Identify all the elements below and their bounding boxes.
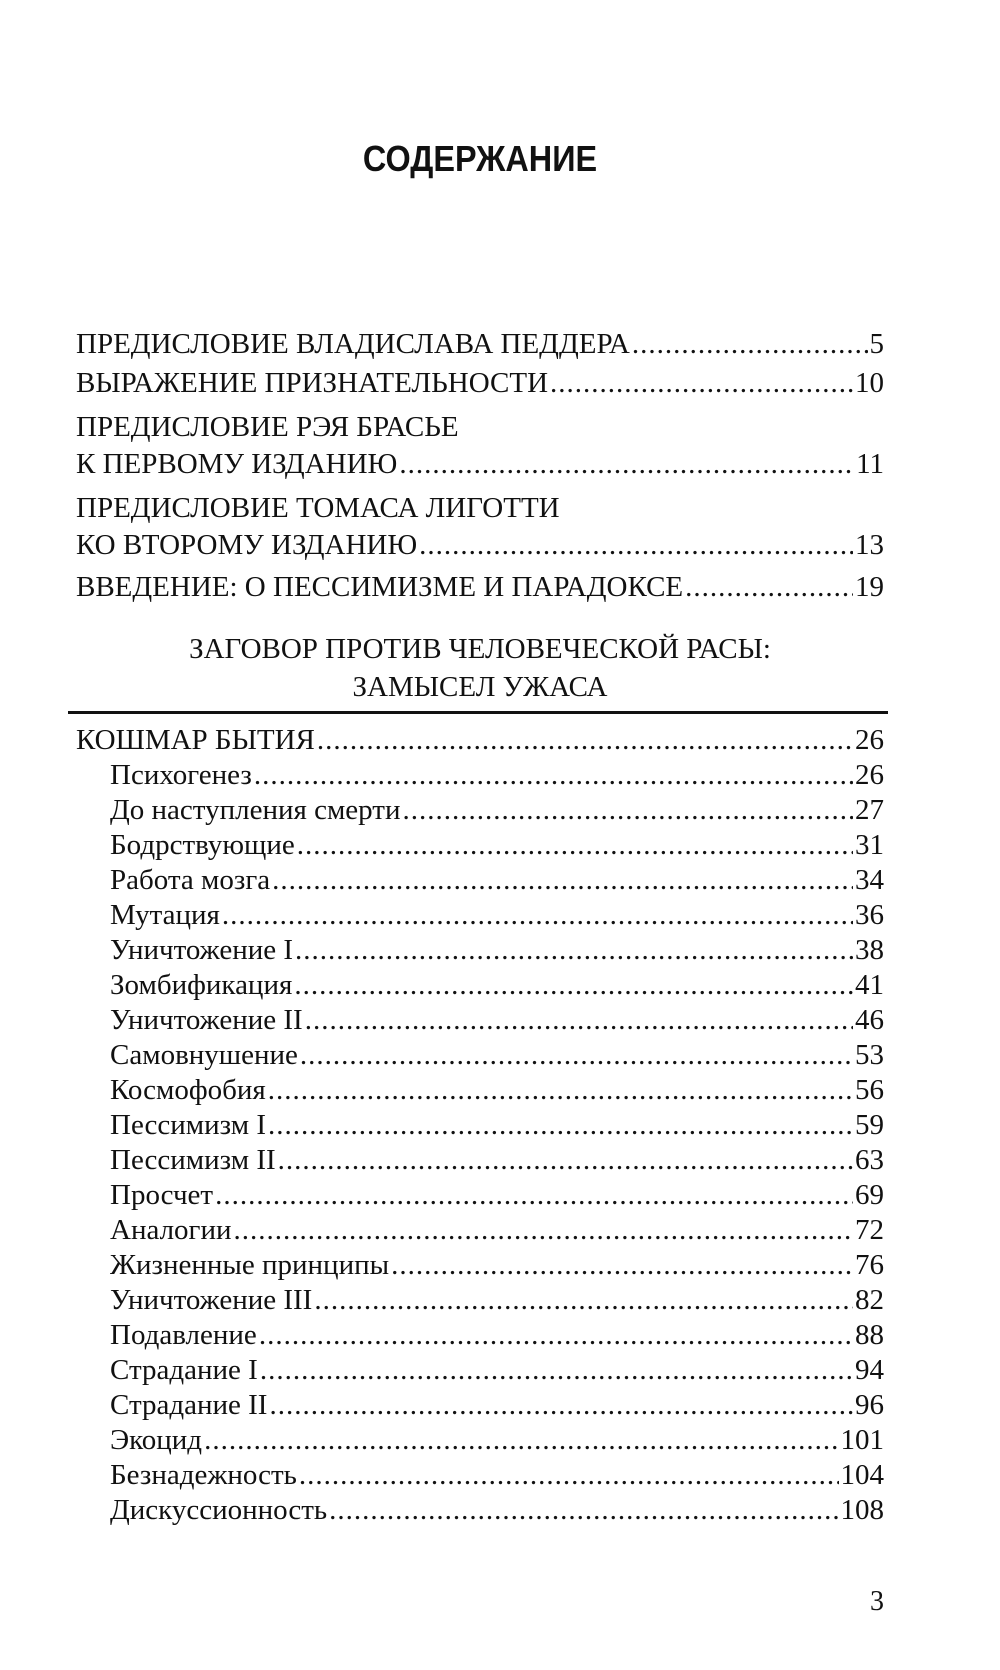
toc-entry[interactable] <box>76 527 884 563</box>
toc-entry-page: 94 <box>855 1354 884 1386</box>
toc-entry-page: 56 <box>855 1074 884 1106</box>
leader-dots <box>254 757 853 793</box>
toc-section[interactable] <box>110 1282 884 1318</box>
leader-dots <box>299 1457 839 1493</box>
leader-dots <box>329 1492 838 1528</box>
toc-entry-title: К ПЕРВОМУ ИЗДАНИЮ <box>76 448 398 480</box>
toc-entry[interactable] <box>76 326 884 362</box>
toc-entry-title: Подавление <box>110 1319 257 1351</box>
toc-section[interactable] <box>110 897 884 933</box>
toc-entry-page: 104 <box>840 1459 884 1491</box>
toc-entry-page: 69 <box>855 1179 884 1211</box>
toc-entry[interactable] <box>76 446 884 482</box>
toc-entry-page: 72 <box>855 1214 884 1246</box>
toc-entry-title-line1: ПРЕДИСЛОВИЕ РЭЯ БРАСЬЕ <box>76 411 459 443</box>
toc-entry-page: 11 <box>856 448 884 480</box>
toc-entry-title: Страдание II <box>110 1389 268 1421</box>
leader-dots <box>278 1142 853 1178</box>
toc-section[interactable] <box>110 1247 884 1283</box>
leader-dots <box>314 1282 853 1318</box>
toc-entry-page: 27 <box>855 794 884 826</box>
part-title-line2: ЗАМЫСЕЛ УЖАСА <box>352 671 608 703</box>
toc-entry-title: ВВЕДЕНИЕ: О ПЕССИМИЗМЕ И ПАРАДОКСЕ <box>76 571 684 603</box>
leader-dots <box>419 527 853 563</box>
page-title: СОДЕРЖАНИЕ <box>362 138 598 179</box>
leader-dots <box>215 1177 853 1213</box>
toc-section[interactable] <box>110 1142 884 1178</box>
toc-entry-title: Экоцид <box>110 1424 203 1456</box>
toc-entry-title: Дискуссионность <box>110 1494 328 1526</box>
toc-entry-page: 96 <box>855 1389 884 1421</box>
toc-entry-page: 59 <box>855 1109 884 1141</box>
leader-dots <box>259 1317 853 1353</box>
toc-entry-page: 5 <box>869 328 884 360</box>
leader-dots <box>272 862 853 898</box>
toc-entry-title: Зомбификация <box>110 969 293 1001</box>
divider <box>68 711 888 714</box>
leader-dots <box>402 792 853 828</box>
toc-entry-title: Уничтожение I <box>110 934 294 966</box>
toc-entry-page: 101 <box>840 1424 884 1456</box>
toc-section[interactable] <box>110 862 884 898</box>
toc-entry-title: Бодрствующие <box>110 829 295 861</box>
toc-entry-page: 76 <box>855 1249 884 1281</box>
toc-entry-page: 108 <box>840 1494 884 1526</box>
toc-entry-page: 46 <box>855 1004 884 1036</box>
leader-dots <box>294 967 853 1003</box>
leader-dots <box>297 827 853 863</box>
toc-entry-title: КО ВТОРОМУ ИЗДАНИЮ <box>76 529 418 561</box>
leader-dots <box>269 1387 853 1423</box>
toc-entry-title: КОШМАР БЫТИЯ <box>76 724 315 756</box>
toc-entry-page: 53 <box>855 1039 884 1071</box>
leader-dots <box>234 1212 854 1248</box>
toc-section[interactable] <box>110 932 884 968</box>
toc-entry-title: ВЫРАЖЕНИЕ ПРИЗНАТЕЛЬНОСТИ <box>76 367 549 399</box>
toc-entry-page: 31 <box>855 829 884 861</box>
toc-section[interactable] <box>110 1422 884 1458</box>
toc-section[interactable] <box>110 1492 884 1528</box>
toc-section[interactable] <box>110 1072 884 1108</box>
toc-entry-page: 63 <box>855 1144 884 1176</box>
toc-entry-title: Пессимизм I <box>110 1109 266 1141</box>
toc-entry-title: Безнадежность <box>110 1459 297 1491</box>
toc-section[interactable] <box>110 967 884 1003</box>
toc-entry-title: Космофобия <box>110 1074 266 1106</box>
page-number: 3 <box>870 1586 884 1617</box>
toc-entry-title: Страдание I <box>110 1354 258 1386</box>
toc-entry-title: ПРЕДИСЛОВИЕ ВЛАДИСЛАВА ПЕДДЕРА <box>76 328 630 360</box>
leader-dots <box>399 446 854 482</box>
toc-entry-page: 82 <box>855 1284 884 1316</box>
toc-entry-page: 26 <box>855 759 884 791</box>
toc-entry-title: Работа мозга <box>110 864 271 896</box>
leader-dots <box>632 326 868 362</box>
toc-section[interactable] <box>110 1352 884 1388</box>
toc-section[interactable] <box>110 827 884 863</box>
leader-dots <box>685 569 853 605</box>
toc-entry-title: До наступления смерти <box>110 794 401 826</box>
toc-section[interactable] <box>110 792 884 828</box>
toc-entry-page: 34 <box>855 864 884 896</box>
toc-entry-page: 19 <box>855 571 884 603</box>
toc-entry-title: Уничтожение II <box>110 1004 303 1036</box>
toc-entry-page: 26 <box>855 724 884 756</box>
toc-section[interactable] <box>110 1177 884 1213</box>
toc-entry-title: Пессимизм II <box>110 1144 276 1176</box>
toc-section[interactable] <box>110 757 884 793</box>
toc-section[interactable] <box>110 1002 884 1038</box>
leader-dots <box>550 365 853 401</box>
leader-dots <box>222 897 853 933</box>
leader-dots <box>391 1247 853 1283</box>
toc-entry-page: 88 <box>855 1319 884 1351</box>
leader-dots <box>300 1037 853 1073</box>
leader-dots <box>204 1422 838 1458</box>
leader-dots <box>268 1107 853 1143</box>
toc-entry-page: 41 <box>855 969 884 1001</box>
toc-entry-title: Аналогии <box>110 1214 232 1246</box>
toc-entry[interactable] <box>76 365 884 401</box>
toc-section[interactable] <box>110 1107 884 1143</box>
toc-entry-title: Просчет <box>110 1179 214 1211</box>
toc-section[interactable] <box>110 1212 884 1248</box>
part-title-line1: ЗАГОВОР ПРОТИВ ЧЕЛОВЕЧЕСКОЙ РАСЫ: <box>189 633 771 665</box>
toc-entry-page: 10 <box>855 367 884 399</box>
toc-entry-title: Уничтожение III <box>110 1284 313 1316</box>
toc-chapter[interactable] <box>76 722 884 758</box>
leader-dots <box>268 1072 853 1108</box>
toc-section[interactable] <box>110 1037 884 1073</box>
toc-entry-page: 36 <box>855 899 884 931</box>
toc-entry-title: Мутация <box>110 899 220 931</box>
toc-entry-title-line1: ПРЕДИСЛОВИЕ ТОМАСА ЛИГОТТИ <box>76 492 560 524</box>
toc-entry-page: 38 <box>855 934 884 966</box>
toc-entry-title: Жизненные принципы <box>110 1249 390 1281</box>
toc-section[interactable] <box>110 1317 884 1353</box>
toc-entry[interactable] <box>76 569 884 605</box>
leader-dots <box>317 722 853 758</box>
toc-entry-title: Психогенез <box>110 759 252 791</box>
leader-dots <box>260 1352 853 1388</box>
toc-section[interactable] <box>110 1457 884 1493</box>
leader-dots <box>305 1002 853 1038</box>
toc-entry-title: Самовнушение <box>110 1039 298 1071</box>
leader-dots <box>295 932 853 968</box>
toc-section[interactable] <box>110 1387 884 1423</box>
toc-entry-page: 13 <box>855 529 884 561</box>
